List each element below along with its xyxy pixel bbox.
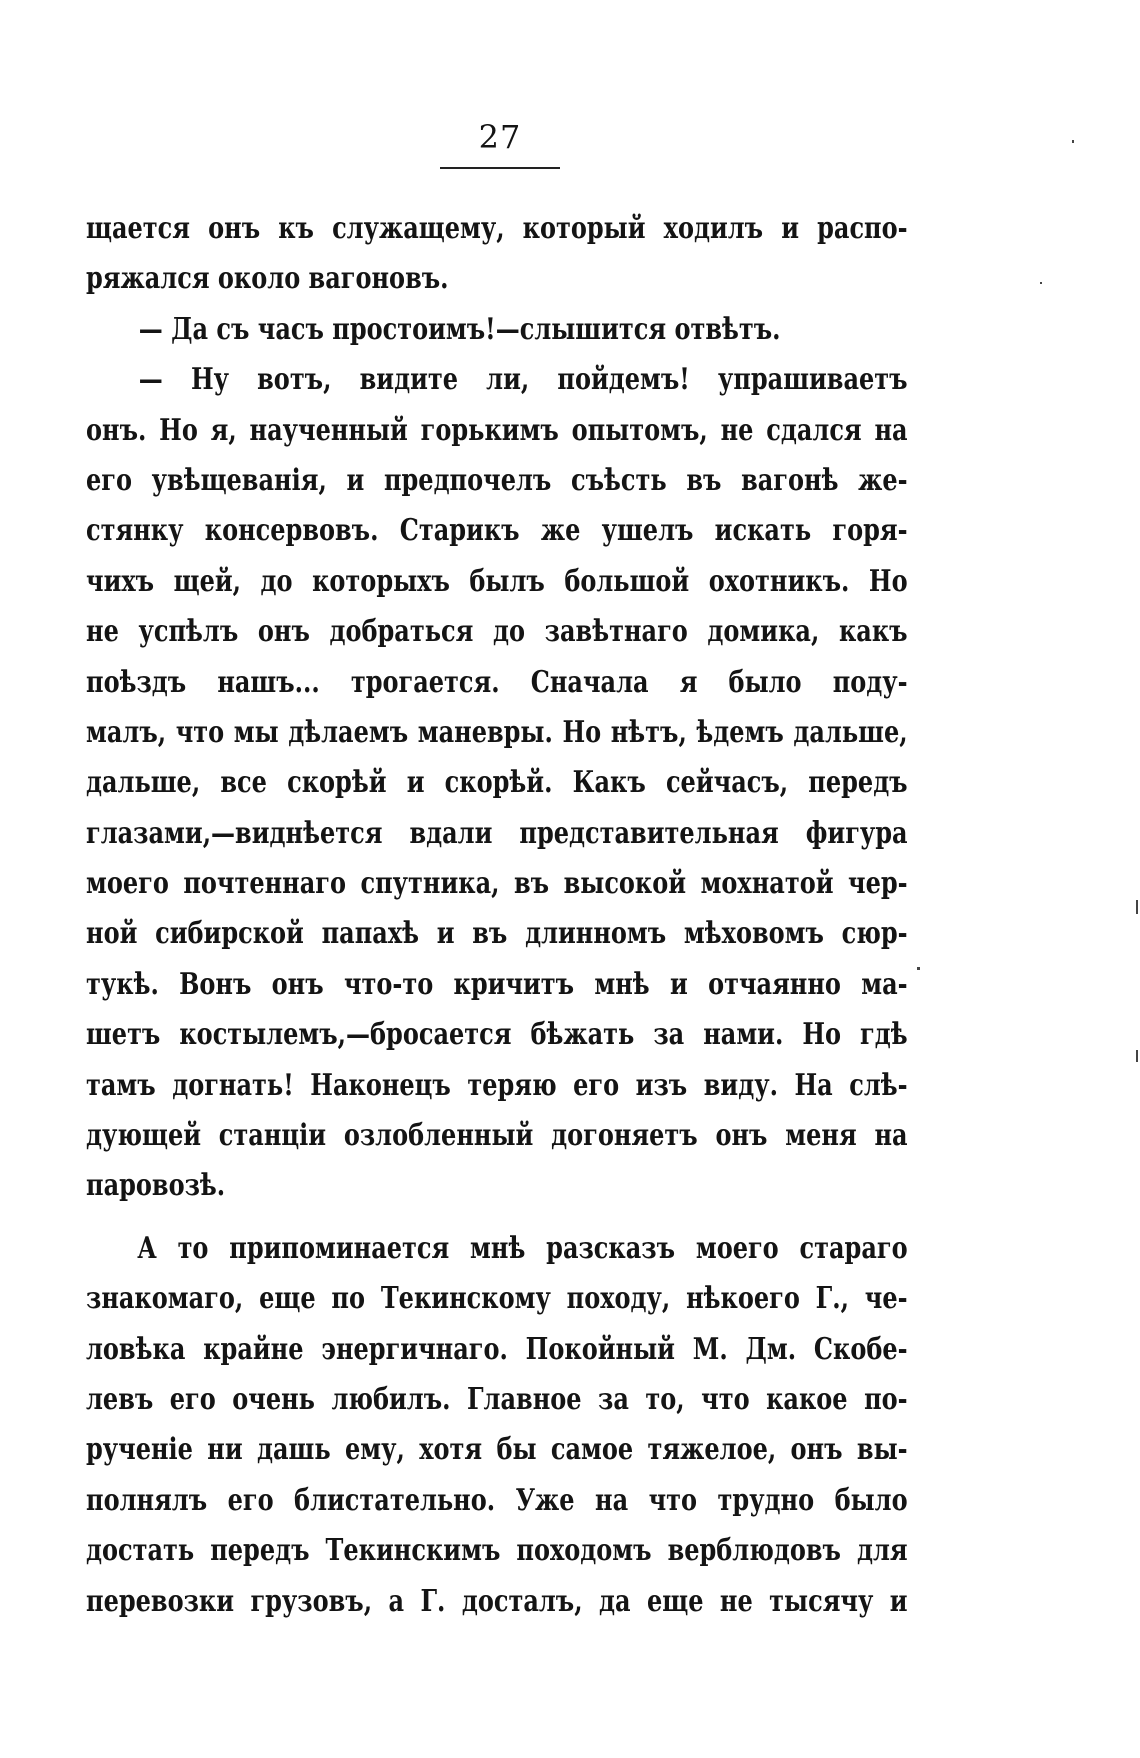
text-line: ной сибирской папахѣ и въ длинномъ мѣховомъ сюр- <box>86 916 908 952</box>
text-line: ряжался около вагоновъ. <box>86 261 449 297</box>
text-line: левъ его очень любилъ. Главное за то, что какое по- <box>86 1381 908 1417</box>
text-line: ловѣка крайне энергичнаго. Покойный М. Дм. Скобе- <box>86 1331 908 1367</box>
scan-speck <box>917 967 920 970</box>
scan-speck <box>1072 140 1074 143</box>
text-line: шетъ костылемъ,—бросается бѣжать за нами. Но гдѣ <box>86 1017 908 1053</box>
text-line: глазами,—виднѣется вдали представительная фигура <box>86 815 908 851</box>
page-number-rule <box>440 167 560 169</box>
text-line: не успѣлъ онъ добраться до завѣтнаго домика, какъ <box>86 614 908 650</box>
text-line: его увѣщеванія, и предпочелъ съѣсть въ вагонѣ же- <box>86 462 908 498</box>
text-line: онъ. Но я, наученный горькимъ опытомъ, не сдался на <box>86 412 908 448</box>
dialog-line: — Да съ часъ простоимъ!—слышится отвѣтъ. <box>138 311 781 347</box>
body-text <box>86 204 908 1627</box>
text-line: знакомаго, еще по Текинскому походу, нѣкоего Г., че- <box>86 1281 908 1317</box>
text-line: дальше, все скорѣй и скорѣй. Какъ сейчасъ, передъ <box>86 765 908 801</box>
dialog-line: — Ну вотъ, видите ли, пойдемъ! упрашиваетъ <box>138 362 908 398</box>
text-line: перевозки грузовъ, а Г. досталъ, да еще не тысячу и <box>86 1583 908 1619</box>
text-line: щается онъ къ служащему, который ходилъ и распо- <box>86 211 908 246</box>
text-line: рученіе ни дашь ему, хотя бы самое тяжелое, онъ вы- <box>86 1432 908 1468</box>
text-line: чихъ щей, до которыхъ былъ большой охотникъ. Но <box>86 563 908 599</box>
page-number: 27 <box>478 118 522 156</box>
scan-speck <box>1040 282 1042 284</box>
text-line: поѣздъ нашъ... трогается. Сначала я было поду- <box>86 664 908 700</box>
text-line: стянку консервовъ. Старикъ же ушелъ искать горя- <box>86 513 908 549</box>
text-line: достать передъ Текинскимъ походомъ верблюдовъ для <box>86 1533 908 1569</box>
scan-speck <box>1136 900 1138 914</box>
scan-speck <box>1136 1050 1138 1062</box>
paragraph-first-line: А то припоминается мнѣ разсказъ моего стараго <box>137 1230 908 1266</box>
text-line: моего почтеннаго спутника, въ высокой мохнатой чер- <box>86 866 908 902</box>
text-line: паровозѣ. <box>86 1168 226 1204</box>
text-line: дующей станціи озлобленный догоняетъ онъ меня на <box>86 1118 908 1154</box>
text-line: малъ, что мы дѣлаемъ маневры. Но нѣтъ, ѣдемъ дальше, <box>86 714 908 750</box>
text-line: тамъ догнать! Наконецъ теряю его изъ виду. На слѣ- <box>86 1067 908 1103</box>
text-line: полнялъ его блистательно. Уже на что трудно было <box>86 1482 908 1518</box>
text-line: тукѣ. Вонъ онъ что-то кричитъ мнѣ и отчаянно ма- <box>86 966 908 1002</box>
